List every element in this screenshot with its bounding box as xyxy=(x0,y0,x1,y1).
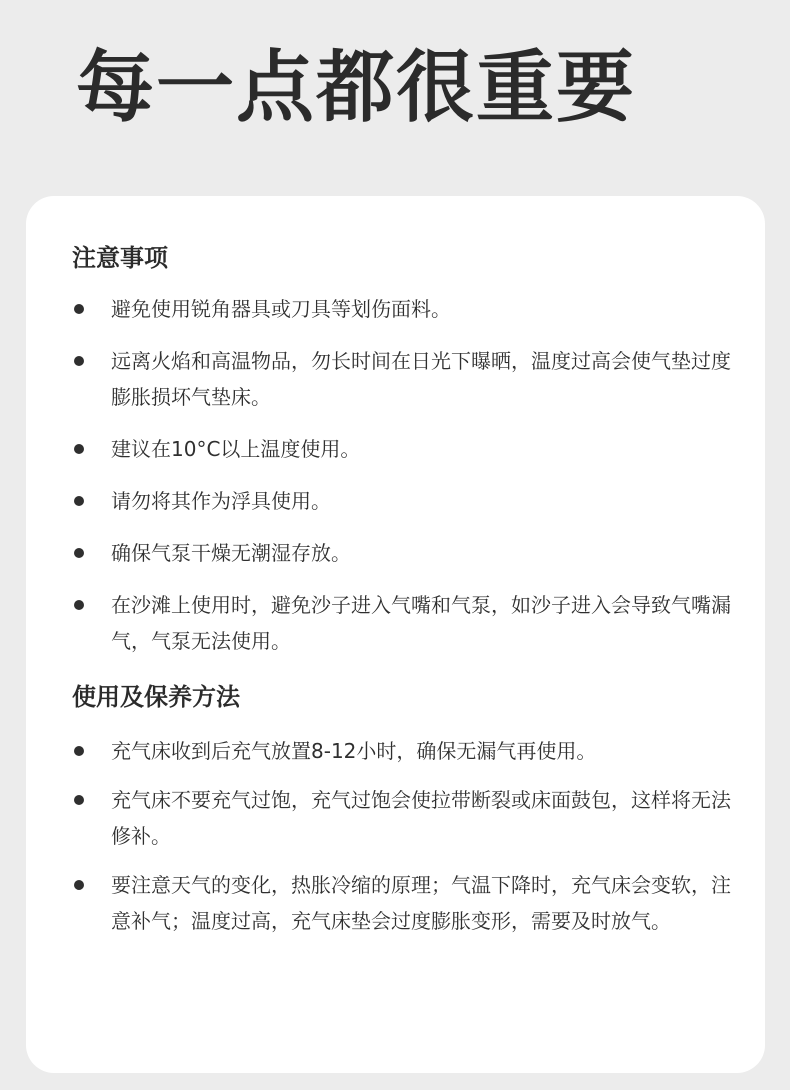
bullet-dot-icon xyxy=(74,880,84,890)
page-title: 每一点都很重要 xyxy=(76,43,637,133)
bullet-dot-icon xyxy=(74,548,84,558)
usage-maintenance-list xyxy=(72,733,732,939)
list-item: 请勿将其作为浮具使用。 xyxy=(72,483,732,519)
list-item: 充气床收到后充气放置8-12小时，确保无漏气再使用。 xyxy=(72,733,732,769)
list-item: 建议在10°C以上温度使用。 xyxy=(72,431,732,467)
bullet-dot-icon xyxy=(74,444,84,454)
bullet-dot-icon xyxy=(74,304,84,314)
section-title-precautions: 注意事项 xyxy=(72,244,168,272)
list-item: 要注意天气的变化，热胀冷缩的原理；气温下降时，充气床会变软，注意补气；温度过高，充气床垫会过度膨胀变形，需要及时放气。 xyxy=(72,867,732,939)
list-item: 充气床不要充气过饱，充气过饱会使拉带断裂或床面鼓包，这样将无法修补。 xyxy=(72,782,732,854)
list-item: 远离火焰和高温物品，勿长时间在日光下曝晒，温度过高会使气垫过度膨胀损坏气垫床。 xyxy=(72,343,732,415)
bullet-dot-icon xyxy=(74,746,84,756)
content-card xyxy=(26,196,765,1073)
bullet-dot-icon xyxy=(74,496,84,506)
list-item: 在沙滩上使用时，避免沙子进入气嘴和气泵，如沙子进入会导致气嘴漏气，气泵无法使用。 xyxy=(72,587,732,659)
precautions-list xyxy=(72,291,732,659)
section-title-usage-maintenance: 使用及保养方法 xyxy=(72,683,240,711)
bullet-dot-icon xyxy=(74,356,84,366)
list-item: 避免使用锐角器具或刀具等划伤面料。 xyxy=(72,291,732,327)
list-item: 确保气泵干燥无潮湿存放。 xyxy=(72,535,732,571)
bullet-dot-icon xyxy=(74,795,84,805)
bullet-dot-icon xyxy=(74,600,84,610)
